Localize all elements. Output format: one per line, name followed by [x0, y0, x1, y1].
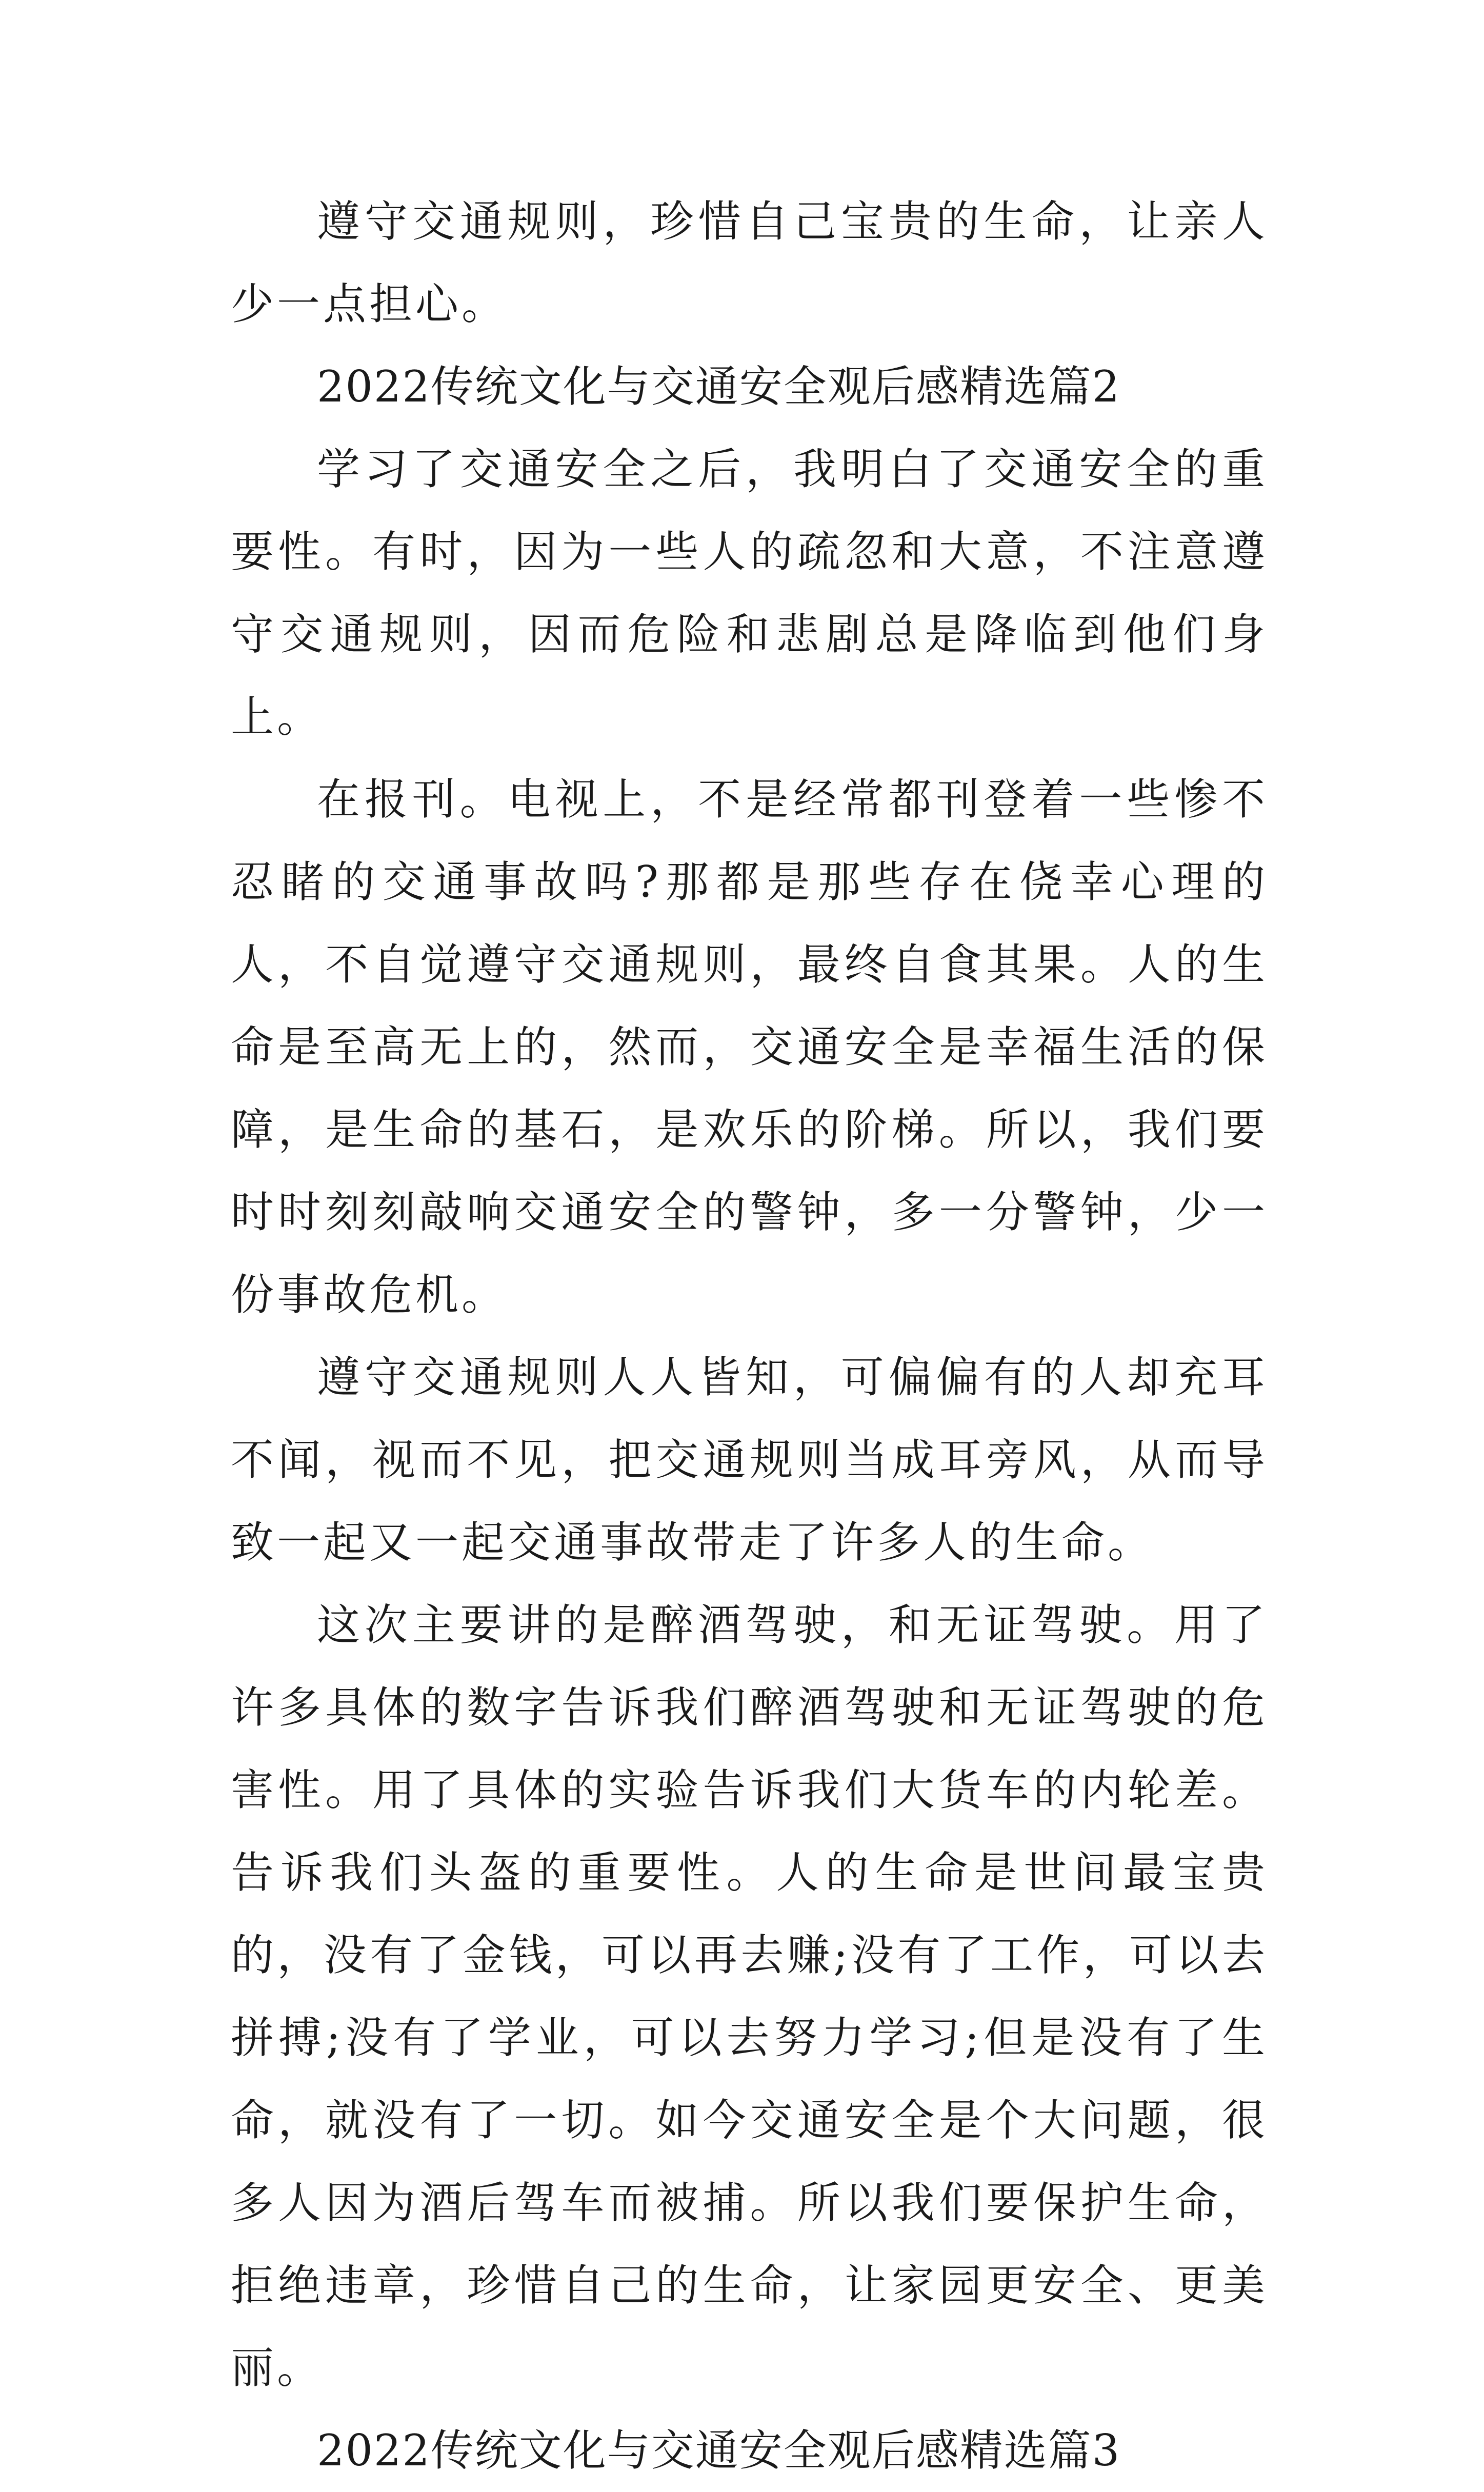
paragraph-closing: 遵守交通规则，珍惜自己宝贵的生命，让亲人少一点担心。 — [231, 196, 1268, 329]
paragraph-rules: 遵守交通规则人人皆知，可偏偏有的人却充耳不闻，视而不见，把交通规则当成耳旁风，从而导致一起又一起交通事故带走了许多人的生命。 — [231, 1352, 1268, 1567]
document-body — [231, 180, 1268, 2492]
paragraph-intro: 学习了交通安全之后，我明白了交通安全的重要性。有时，因为一些人的疏忽和大意，不注意遵守交通规则，因而危险和悲剧总是降临到他们身上。 — [231, 444, 1268, 742]
section-heading-2: 2022传统文化与交通安全观后感精选篇2 — [317, 361, 1121, 412]
paragraph-news: 在报刊。电视上，不是经常都刊登着一些惨不忍睹的交通事故吗?那都是那些存在侥幸心理的人，不自觉遵守交通规则，最终自食其果。人的生命是至高无上的，然而，交通安全是幸福生活的保障，是生命的基石，是欢乐的阶梯。所以，我们要时时刻刻敲响交通安全的警钟，多一分警钟，少一份事故危机。 — [231, 774, 1268, 1320]
section-heading-3: 2022传统文化与交通安全观后感精选篇3 — [317, 2425, 1121, 2476]
paragraph-drunk-driving: 这次主要讲的是醉酒驾驶，和无证驾驶。用了许多具体的数字告诉我们醉酒驾驶和无证驾驶的危害性。用了具体的实验告诉我们大货车的内轮差。告诉我们头盔的重要性。人的生命是世间最宝贵的，没有了金钱，可以再去赚;没有了工作，可以去拼搏;没有了学业，可以去努力学习;但是没有了生命，就没有了一切。如今交通安全是个大问题，很多人因为酒后驾车而被捕。所以我们要保护生命，拒绝违章，珍惜自己的生命，让家园更安全、更美丽。 — [231, 1600, 1268, 2393]
